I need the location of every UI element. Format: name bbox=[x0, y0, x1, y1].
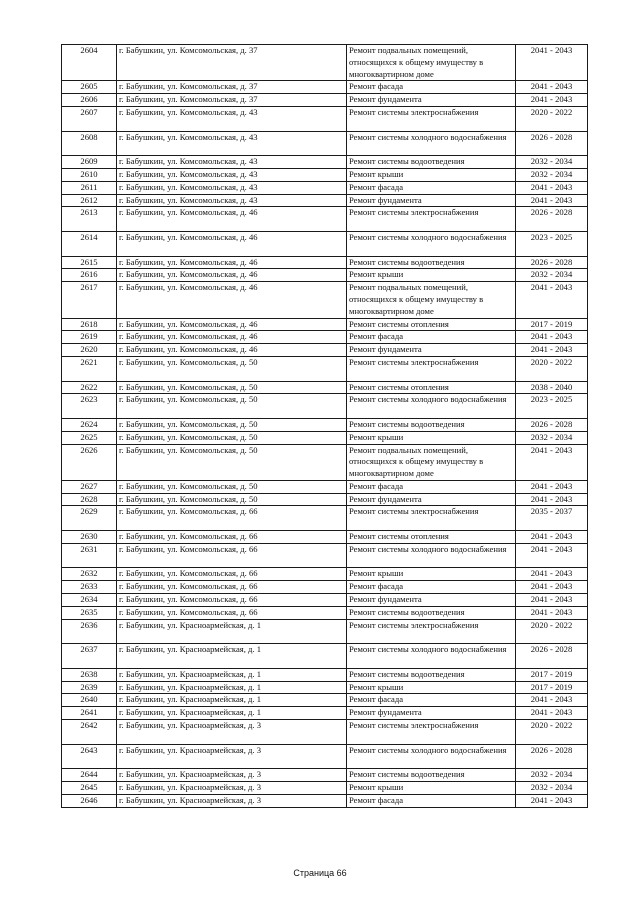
page-number: Страница 66 bbox=[293, 868, 347, 878]
row-number: 2615 bbox=[62, 256, 117, 269]
table-row bbox=[62, 207, 588, 232]
table-row bbox=[62, 444, 588, 480]
table-row bbox=[62, 694, 588, 707]
row-address: г. Бабушкин, ул. Красноармейская, д. 1 bbox=[117, 707, 347, 720]
row-work-type: Ремонт системы водоотведения bbox=[347, 256, 516, 269]
row-address: г. Бабушкин, ул. Комсомольская, д. 46 bbox=[117, 344, 347, 357]
row-work-type: Ремонт системы электроснабжения bbox=[347, 356, 516, 381]
row-work-type: Ремонт системы водоотведения bbox=[347, 769, 516, 782]
table-row bbox=[62, 282, 588, 318]
row-period: 2041 - 2043 bbox=[516, 331, 588, 344]
row-number: 2646 bbox=[62, 794, 117, 807]
row-number: 2623 bbox=[62, 394, 117, 419]
row-number: 2614 bbox=[62, 231, 117, 256]
table-row bbox=[62, 269, 588, 282]
row-period: 2032 - 2034 bbox=[516, 168, 588, 181]
row-work-type: Ремонт системы водоотведения bbox=[347, 606, 516, 619]
row-work-type: Ремонт фундамента bbox=[347, 493, 516, 506]
table-row bbox=[62, 394, 588, 419]
row-address: г. Бабушкин, ул. Комсомольская, д. 50 bbox=[117, 480, 347, 493]
table-row bbox=[62, 782, 588, 795]
table-row bbox=[62, 256, 588, 269]
row-period: 2026 - 2028 bbox=[516, 418, 588, 431]
row-number: 2626 bbox=[62, 444, 117, 480]
table-row bbox=[62, 769, 588, 782]
row-address: г. Бабушкин, ул. Красноармейская, д. 3 bbox=[117, 769, 347, 782]
row-period: 2038 - 2040 bbox=[516, 381, 588, 394]
row-period: 2023 - 2025 bbox=[516, 231, 588, 256]
row-number: 2606 bbox=[62, 94, 117, 107]
row-number: 2629 bbox=[62, 506, 117, 531]
row-work-type: Ремонт системы холодного водоснабжения bbox=[347, 644, 516, 669]
table-row bbox=[62, 431, 588, 444]
row-number: 2627 bbox=[62, 480, 117, 493]
row-period: 2017 - 2019 bbox=[516, 681, 588, 694]
row-period: 2041 - 2043 bbox=[516, 594, 588, 607]
table-row bbox=[62, 581, 588, 594]
row-work-type: Ремонт крыши bbox=[347, 782, 516, 795]
row-work-type: Ремонт крыши bbox=[347, 431, 516, 444]
row-work-type: Ремонт системы отопления bbox=[347, 318, 516, 331]
row-period: 2041 - 2043 bbox=[516, 282, 588, 318]
row-address: г. Бабушкин, ул. Комсомольская, д. 43 bbox=[117, 181, 347, 194]
row-work-type: Ремонт системы водоотведения bbox=[347, 418, 516, 431]
row-period: 2035 - 2037 bbox=[516, 506, 588, 531]
row-period: 2041 - 2043 bbox=[516, 444, 588, 480]
table-row bbox=[62, 45, 588, 81]
row-number: 2645 bbox=[62, 782, 117, 795]
row-number: 2635 bbox=[62, 606, 117, 619]
row-work-type: Ремонт фасада bbox=[347, 480, 516, 493]
row-work-type: Ремонт системы водоотведения bbox=[347, 156, 516, 169]
repair-schedule-table bbox=[61, 44, 588, 808]
row-work-type: Ремонт фасада bbox=[347, 331, 516, 344]
row-work-type: Ремонт фасада bbox=[347, 694, 516, 707]
row-address: г. Бабушкин, ул. Комсомольская, д. 66 bbox=[117, 606, 347, 619]
row-address: г. Бабушкин, ул. Красноармейская, д. 3 bbox=[117, 744, 347, 769]
row-work-type: Ремонт фундамента bbox=[347, 94, 516, 107]
row-period: 2041 - 2043 bbox=[516, 531, 588, 544]
row-number: 2633 bbox=[62, 581, 117, 594]
row-address: г. Бабушкин, ул. Комсомольская, д. 43 bbox=[117, 194, 347, 207]
row-work-type: Ремонт фундамента bbox=[347, 707, 516, 720]
row-work-type: Ремонт фундамента bbox=[347, 194, 516, 207]
row-work-type: Ремонт фасада bbox=[347, 81, 516, 94]
row-address: г. Бабушкин, ул. Красноармейская, д. 1 bbox=[117, 681, 347, 694]
row-number: 2622 bbox=[62, 381, 117, 394]
row-work-type: Ремонт фасада bbox=[347, 794, 516, 807]
row-number: 2632 bbox=[62, 568, 117, 581]
row-address: г. Бабушкин, ул. Комсомольская, д. 46 bbox=[117, 207, 347, 232]
row-number: 2605 bbox=[62, 81, 117, 94]
table-row bbox=[62, 619, 588, 644]
table-row bbox=[62, 356, 588, 381]
row-work-type: Ремонт подвальных помещений, относящихся к общему имуществу в многоквартирном доме bbox=[347, 45, 516, 81]
table-row bbox=[62, 81, 588, 94]
row-address: г. Бабушкин, ул. Комсомольская, д. 37 bbox=[117, 45, 347, 81]
table-row bbox=[62, 131, 588, 156]
row-address: г. Бабушкин, ул. Комсомольская, д. 66 bbox=[117, 531, 347, 544]
row-period: 2020 - 2022 bbox=[516, 106, 588, 131]
row-number: 2641 bbox=[62, 707, 117, 720]
table-row bbox=[62, 480, 588, 493]
row-address: г. Бабушкин, ул. Красноармейская, д. 1 bbox=[117, 668, 347, 681]
row-number: 2611 bbox=[62, 181, 117, 194]
row-work-type: Ремонт крыши bbox=[347, 269, 516, 282]
row-period: 2017 - 2019 bbox=[516, 318, 588, 331]
row-address: г. Бабушкин, ул. Комсомольская, д. 43 bbox=[117, 168, 347, 181]
row-address: г. Бабушкин, ул. Комсомольская, д. 50 bbox=[117, 431, 347, 444]
row-period: 2041 - 2043 bbox=[516, 794, 588, 807]
row-number: 2634 bbox=[62, 594, 117, 607]
row-period: 2041 - 2043 bbox=[516, 694, 588, 707]
row-period: 2026 - 2028 bbox=[516, 207, 588, 232]
table-row bbox=[62, 606, 588, 619]
table-row bbox=[62, 506, 588, 531]
row-address: г. Бабушкин, ул. Красноармейская, д. 1 bbox=[117, 644, 347, 669]
row-period: 2041 - 2043 bbox=[516, 543, 588, 568]
row-address: г. Бабушкин, ул. Комсомольская, д. 46 bbox=[117, 282, 347, 318]
row-number: 2639 bbox=[62, 681, 117, 694]
row-work-type: Ремонт крыши bbox=[347, 168, 516, 181]
row-address: г. Бабушкин, ул. Комсомольская, д. 66 bbox=[117, 581, 347, 594]
row-period: 2041 - 2043 bbox=[516, 81, 588, 94]
row-number: 2621 bbox=[62, 356, 117, 381]
row-address: г. Бабушкин, ул. Комсомольская, д. 37 bbox=[117, 81, 347, 94]
row-number: 2625 bbox=[62, 431, 117, 444]
table-row bbox=[62, 644, 588, 669]
table-row bbox=[62, 744, 588, 769]
row-address: г. Бабушкин, ул. Комсомольская, д. 50 bbox=[117, 493, 347, 506]
row-number: 2631 bbox=[62, 543, 117, 568]
row-work-type: Ремонт системы электроснабжения bbox=[347, 619, 516, 644]
row-period: 2026 - 2028 bbox=[516, 256, 588, 269]
table-row bbox=[62, 568, 588, 581]
row-address: г. Бабушкин, ул. Комсомольская, д. 66 bbox=[117, 594, 347, 607]
table-row bbox=[62, 794, 588, 807]
row-period: 2017 - 2019 bbox=[516, 668, 588, 681]
row-work-type: Ремонт фундамента bbox=[347, 594, 516, 607]
row-period: 2041 - 2043 bbox=[516, 493, 588, 506]
row-number: 2612 bbox=[62, 194, 117, 207]
row-period: 2020 - 2022 bbox=[516, 619, 588, 644]
row-work-type: Ремонт системы холодного водоснабжения bbox=[347, 394, 516, 419]
table-row bbox=[62, 194, 588, 207]
row-number: 2637 bbox=[62, 644, 117, 669]
row-number: 2619 bbox=[62, 331, 117, 344]
row-work-type: Ремонт фасада bbox=[347, 581, 516, 594]
row-address: г. Бабушкин, ул. Комсомольская, д. 66 bbox=[117, 568, 347, 581]
row-address: г. Бабушкин, ул. Комсомольская, д. 43 bbox=[117, 106, 347, 131]
table-row bbox=[62, 181, 588, 194]
row-address: г. Бабушкин, ул. Комсомольская, д. 50 bbox=[117, 444, 347, 480]
row-number: 2636 bbox=[62, 619, 117, 644]
row-number: 2607 bbox=[62, 106, 117, 131]
row-period: 2032 - 2034 bbox=[516, 156, 588, 169]
row-period: 2041 - 2043 bbox=[516, 181, 588, 194]
row-period: 2041 - 2043 bbox=[516, 581, 588, 594]
table-row bbox=[62, 720, 588, 745]
row-work-type: Ремонт системы электроснабжения bbox=[347, 720, 516, 745]
row-work-type: Ремонт системы электроснабжения bbox=[347, 106, 516, 131]
row-address: г. Бабушкин, ул. Комсомольская, д. 50 bbox=[117, 356, 347, 381]
table-row bbox=[62, 156, 588, 169]
row-work-type: Ремонт системы холодного водоснабжения bbox=[347, 131, 516, 156]
row-number: 2628 bbox=[62, 493, 117, 506]
table-row bbox=[62, 707, 588, 720]
table-row bbox=[62, 493, 588, 506]
row-number: 2610 bbox=[62, 168, 117, 181]
row-period: 2032 - 2034 bbox=[516, 269, 588, 282]
row-number: 2613 bbox=[62, 207, 117, 232]
row-address: г. Бабушкин, ул. Комсомольская, д. 46 bbox=[117, 269, 347, 282]
row-number: 2617 bbox=[62, 282, 117, 318]
table-row bbox=[62, 344, 588, 357]
table-row bbox=[62, 668, 588, 681]
table-row bbox=[62, 594, 588, 607]
table-row bbox=[62, 331, 588, 344]
row-work-type: Ремонт системы электроснабжения bbox=[347, 207, 516, 232]
table-row bbox=[62, 106, 588, 131]
row-work-type: Ремонт подвальных помещений, относящихся к общему имуществу в многоквартирном доме bbox=[347, 282, 516, 318]
row-address: г. Бабушкин, ул. Комсомольская, д. 66 bbox=[117, 506, 347, 531]
row-work-type: Ремонт фундамента bbox=[347, 344, 516, 357]
row-period: 2032 - 2034 bbox=[516, 769, 588, 782]
row-address: г. Бабушкин, ул. Комсомольская, д. 50 bbox=[117, 418, 347, 431]
row-period: 2041 - 2043 bbox=[516, 568, 588, 581]
table-row bbox=[62, 543, 588, 568]
row-address: г. Бабушкин, ул. Красноармейская, д. 1 bbox=[117, 619, 347, 644]
row-address: г. Бабушкин, ул. Комсомольская, д. 66 bbox=[117, 543, 347, 568]
row-number: 2640 bbox=[62, 694, 117, 707]
row-number: 2608 bbox=[62, 131, 117, 156]
row-address: г. Бабушкин, ул. Комсомольская, д. 50 bbox=[117, 394, 347, 419]
row-number: 2643 bbox=[62, 744, 117, 769]
row-period: 2020 - 2022 bbox=[516, 720, 588, 745]
row-address: г. Бабушкин, ул. Комсомольская, д. 37 bbox=[117, 94, 347, 107]
table-row bbox=[62, 531, 588, 544]
row-number: 2609 bbox=[62, 156, 117, 169]
row-work-type: Ремонт фасада bbox=[347, 181, 516, 194]
row-work-type: Ремонт крыши bbox=[347, 681, 516, 694]
row-period: 2041 - 2043 bbox=[516, 94, 588, 107]
row-number: 2604 bbox=[62, 45, 117, 81]
row-work-type: Ремонт системы холодного водоснабжения bbox=[347, 231, 516, 256]
row-address: г. Бабушкин, ул. Комсомольская, д. 46 bbox=[117, 231, 347, 256]
row-period: 2026 - 2028 bbox=[516, 131, 588, 156]
row-period: 2041 - 2043 bbox=[516, 480, 588, 493]
table-body bbox=[62, 45, 588, 808]
row-work-type: Ремонт системы водоотведения bbox=[347, 668, 516, 681]
row-number: 2642 bbox=[62, 720, 117, 745]
row-address: г. Бабушкин, ул. Комсомольская, д. 50 bbox=[117, 381, 347, 394]
row-number: 2644 bbox=[62, 769, 117, 782]
row-address: г. Бабушкин, ул. Красноармейская, д. 3 bbox=[117, 794, 347, 807]
row-address: г. Бабушкин, ул. Комсомольская, д. 43 bbox=[117, 156, 347, 169]
table-row bbox=[62, 94, 588, 107]
table-row bbox=[62, 381, 588, 394]
row-number: 2624 bbox=[62, 418, 117, 431]
row-period: 2041 - 2043 bbox=[516, 606, 588, 619]
row-period: 2032 - 2034 bbox=[516, 431, 588, 444]
table-row bbox=[62, 681, 588, 694]
table-row bbox=[62, 168, 588, 181]
row-period: 2020 - 2022 bbox=[516, 356, 588, 381]
row-address: г. Бабушкин, ул. Комсомольская, д. 46 bbox=[117, 318, 347, 331]
row-address: г. Бабушкин, ул. Комсомольская, д. 46 bbox=[117, 331, 347, 344]
row-period: 2032 - 2034 bbox=[516, 782, 588, 795]
row-address: г. Бабушкин, ул. Красноармейская, д. 1 bbox=[117, 694, 347, 707]
row-address: г. Бабушкин, ул. Комсомольская, д. 43 bbox=[117, 131, 347, 156]
row-number: 2618 bbox=[62, 318, 117, 331]
table-row bbox=[62, 418, 588, 431]
row-period: 2023 - 2025 bbox=[516, 394, 588, 419]
row-number: 2620 bbox=[62, 344, 117, 357]
row-address: г. Бабушкин, ул. Красноармейская, д. 3 bbox=[117, 782, 347, 795]
row-period: 2041 - 2043 bbox=[516, 194, 588, 207]
row-work-type: Ремонт системы холодного водоснабжения bbox=[347, 744, 516, 769]
table-row bbox=[62, 318, 588, 331]
row-work-type: Ремонт системы отопления bbox=[347, 531, 516, 544]
row-period: 2041 - 2043 bbox=[516, 344, 588, 357]
row-number: 2616 bbox=[62, 269, 117, 282]
row-number: 2630 bbox=[62, 531, 117, 544]
row-period: 2026 - 2028 bbox=[516, 744, 588, 769]
row-address: г. Бабушкин, ул. Красноармейская, д. 3 bbox=[117, 720, 347, 745]
table-row bbox=[62, 231, 588, 256]
row-work-type: Ремонт крыши bbox=[347, 568, 516, 581]
row-work-type: Ремонт подвальных помещений, относящихся к общему имуществу в многоквартирном доме bbox=[347, 444, 516, 480]
row-number: 2638 bbox=[62, 668, 117, 681]
row-work-type: Ремонт системы электроснабжения bbox=[347, 506, 516, 531]
row-work-type: Ремонт системы холодного водоснабжения bbox=[347, 543, 516, 568]
row-work-type: Ремонт системы отопления bbox=[347, 381, 516, 394]
row-period: 2041 - 2043 bbox=[516, 707, 588, 720]
row-address: г. Бабушкин, ул. Комсомольская, д. 46 bbox=[117, 256, 347, 269]
row-period: 2041 - 2043 bbox=[516, 45, 588, 81]
row-period: 2026 - 2028 bbox=[516, 644, 588, 669]
